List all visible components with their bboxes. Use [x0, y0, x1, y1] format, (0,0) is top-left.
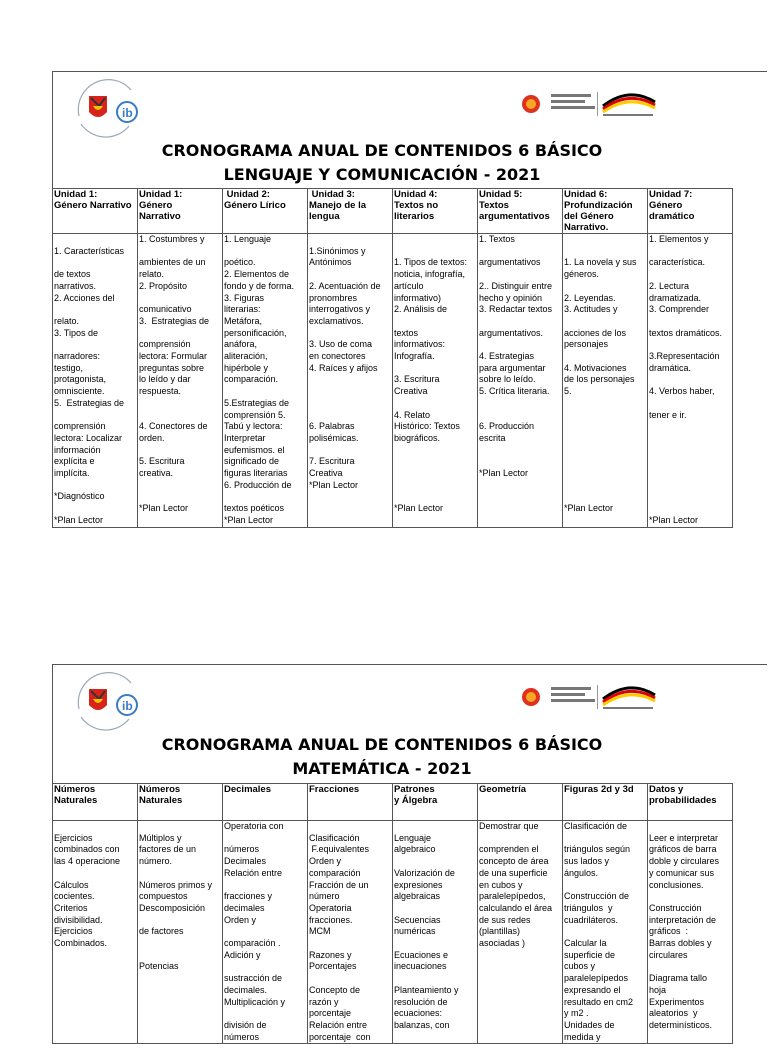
title-line-2: MATEMÁTICA - 2021 — [292, 759, 472, 778]
school-crest-icon — [69, 669, 151, 731]
schedule-table-matematica — [52, 783, 733, 1044]
column-header: Unidad 1: Género Narrativo — [138, 189, 223, 234]
table-cell: 1. Textos argumentativos 2.. Distinguir entre hecho y opinión 3. Redactar textos argumentativos. 4. Estrategias para argumentar sobre lo leído. 5. Crítica literaria. 6. Producción escrita *Plan Lector — [478, 234, 563, 528]
column-header: Unidad 5: Textos argumentativos — [478, 189, 563, 234]
table-cell: 1.Sinónimos y Antónimos 2. Acentuación de pronombres interrogativos y exclamativos. 3. Uso de coma en conectores 4. Raíces y afijos 6. Palabras polisémicas. 7. Escritura Creativa *Plan Lector — [308, 234, 393, 528]
column-header: Geometría — [478, 784, 563, 821]
column-header: Unidad 3: Manejo de la lengua — [308, 189, 393, 234]
schedule-table-lenguaje — [52, 188, 733, 528]
table-cell: Ejercicios combinados con las 4 operacione Cálculos cocientes. Criterios divisibilidad. Ejercicios Combinados. — [53, 821, 138, 1044]
svg-text:ib: ib — [122, 699, 133, 713]
column-header: Unidad 6: Profundización del Género Narrativo. — [563, 189, 648, 234]
table-cell: Clasificación F.equivalentes Orden y comparación Fracción de un número Operatoria fracciones. MCM Razones y Porcentajes Concepto de razón y porcentaje Relación entre porcentaje con — [308, 821, 393, 1044]
table-cell: Clasificación de triángulos según sus lados y ángulos. Construcción de triángulos y cuadriláteros. Calcular la superficie de cubos y paralelepípedos expresando el resultado en cm2 y m2 . Unidades de medida y — [563, 821, 648, 1044]
schedule-sheet-lenguaje — [52, 71, 767, 525]
column-header: Números Naturales — [53, 784, 138, 821]
table-row — [53, 234, 733, 528]
excellent-school-logo — [519, 677, 734, 717]
table-cell: 1. Tipos de textos: noticia, infografía, artículo informativo) 2. Análisis de textos informativos: Infografía. 3. Escritura Creativa 4. Relato Histórico: Textos biográficos. *Plan Lector — [393, 234, 478, 528]
column-header: Unidad 2: Género Lírico — [223, 189, 308, 234]
school-crest-icon — [69, 76, 151, 138]
page-title — [53, 139, 711, 187]
schedule-sheet-matematica — [52, 664, 767, 1042]
svg-text:ib: ib — [122, 106, 133, 120]
table-cell: Leer e interpretar gráficos de barra doble y circulares y comunicar sus conclusiones. Construcción interpretación de gráficos : Barras dobles y circulares Diagrama tallo hoja Experimentos aleatorios y determinísticos. — [648, 821, 733, 1044]
table-cell: 1. La novela y sus géneros. 2. Leyendas. 3. Actitudes y acciones de los personajes 4. Motivaciones de los personajes 5. *Plan Lector — [563, 234, 648, 528]
table-cell: 1. Elementos y característica. 2. Lectura dramatizada. 3. Comprender textos dramáticos. 3.Representación dramática. 4. Verbos haber, tener e ir. *Plan Lector — [648, 234, 733, 528]
column-header: Patrones y Álgebra — [393, 784, 478, 821]
column-header: Fracciones — [308, 784, 393, 821]
table-cell: Múltiplos y factores de un número. Números primos y compuestos Descomposición de factores Potencias — [138, 821, 223, 1044]
title-line-1: CRONOGRAMA ANUAL DE CONTENIDOS 6 BÁSICO — [161, 141, 603, 160]
page-title — [53, 733, 711, 781]
table-cell: Operatoria con números Decimales Relación entre fracciones y decimales Orden y comparación . Adición y sustracción de decimales. Multiplicación y división de números — [223, 821, 308, 1044]
column-header: Unidad 7: Género dramático — [648, 189, 733, 234]
column-header: Unidad 4: Textos no literarios — [393, 189, 478, 234]
column-header: Datos y probabilidades — [648, 784, 733, 821]
title-line-1: CRONOGRAMA ANUAL DE CONTENIDOS 6 BÁSICO — [161, 735, 603, 754]
excellent-school-logo — [519, 84, 734, 124]
table-cell: 1. Características de textos narrativos. 2. Acciones del relato. 3. Tipos de narradores: testigo, protagonista, omnisciente. 5. Estrategias de comprensión lectora: Localizar información explícita e implícita. *Diagnóstico *Plan Lector — [53, 234, 138, 528]
title-line-2: LENGUAJE Y COMUNICACIÓN - 2021 — [223, 165, 541, 184]
table-cell: 1. Costumbres y ambientes de un relato. 2. Propósito comunicativo 3. Estrategias de comprensión lectora: Formular preguntas sobre lo leído y dar respuesta. 4. Conectores de orden. 5. Escritura creativa. *Plan Lector — [138, 234, 223, 528]
table-header-row — [53, 189, 733, 234]
column-header: Decimales — [223, 784, 308, 821]
table-cell: Lenguaje algebraico Valorización de expresiones algebraicas Secuencias numéricas Ecuaciones e inecuaciones Planteamiento y resolución de ecuaciones: balanzas, con — [393, 821, 478, 1044]
column-header: Números Naturales — [138, 784, 223, 821]
table-header-row — [53, 784, 733, 821]
column-header: Unidad 1: Género Narrativo — [53, 189, 138, 234]
table-cell: Demostrar que comprenden el concepto de área de una superficie en cubos y paralelepípedos, calculando el área de sus redes (plantillas) asociadas ) — [478, 821, 563, 1044]
table-cell: 1. Lenguaje poético. 2. Elementos de fondo y de forma. 3. Figuras literarias: Metáfora, personificación, anáfora, aliteración, hipérbole y comparación. 5.Estrategias de comprensión 5. Tabú y lectora: Interpretar eufemismos. el significado de figuras literarias 6. Producción de textos poéticos *Plan Lector — [223, 234, 308, 528]
table-row — [53, 821, 733, 1044]
column-header: Figuras 2d y 3d — [563, 784, 648, 821]
